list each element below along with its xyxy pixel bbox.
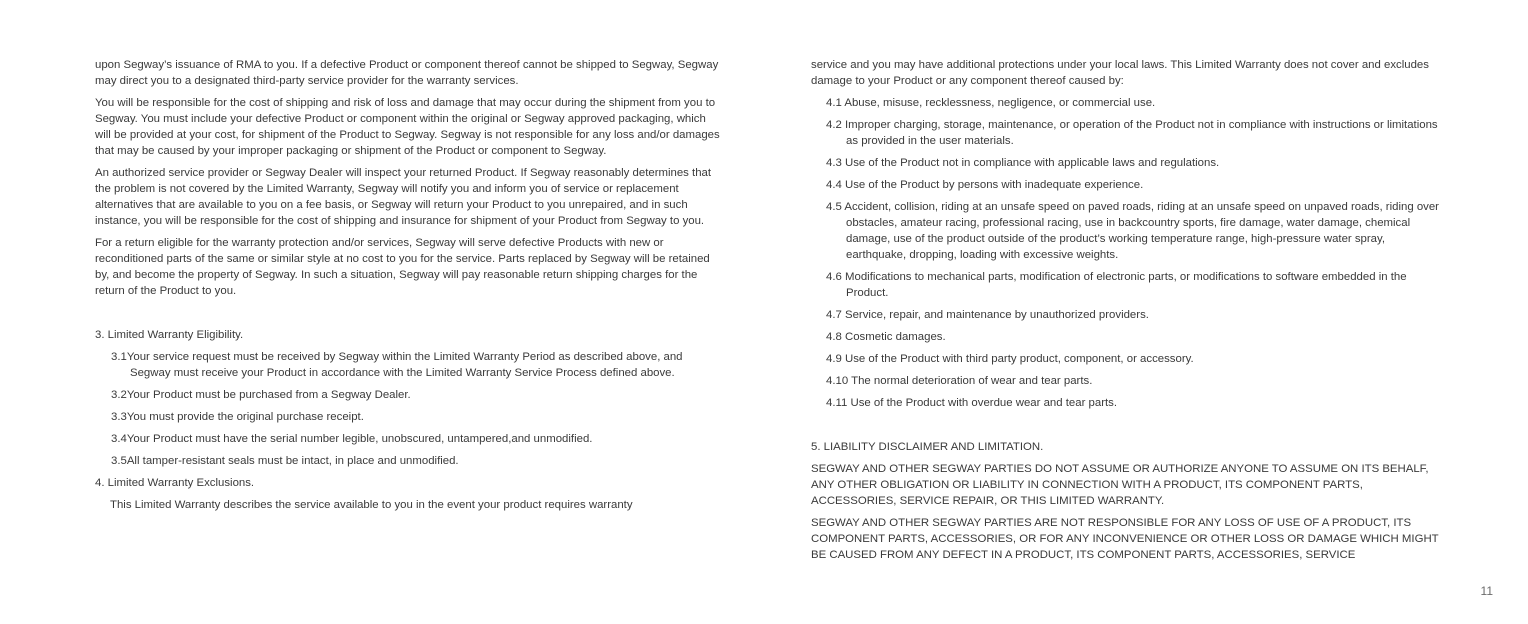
paragraph-exclusions-continuation: service and you may have additional protections under your local laws. This Limited Warranty does not cover and excludes damage to your Product or any component thereof caused by:: [811, 59, 1429, 87]
section-4-title: 4. Limited Warranty Exclusions.: [95, 477, 255, 489]
eligibility-item-3-4: 3.4Your Product must have the serial number legible, unobscured, untampered,and unmodified.: [111, 433, 593, 445]
section-3-title: 3. Limited Warranty Eligibility.: [95, 329, 244, 341]
exclusion-item-4-3: 4.3 Use of the Product not in compliance with applicable laws and regulations.: [826, 157, 1220, 169]
eligibility-item-3-5: 3.5All tamper-resistant seals must be intact, in place and unmodified.: [111, 455, 459, 467]
section-spacer: [811, 417, 1441, 439]
page-number: 11: [1480, 584, 1493, 598]
exclusion-item-4-11: 4.11 Use of the Product with overdue wear and tear parts.: [826, 397, 1118, 409]
eligibility-item-3-1: 3.1Your service request must be received by Segway within the Limited Warranty Period as described above, and Segway must receive your Product in accordance with the Limited Warranty Service Process defined above.: [111, 351, 683, 379]
exclusion-item-4-4: 4.4 Use of the Product by persons with inadequate experience.: [826, 179, 1144, 191]
left-column: [95, 57, 720, 519]
paragraph-liability-1: SEGWAY AND OTHER SEGWAY PARTIES DO NOT ASSUME OR AUTHORIZE ANYONE TO ASSUME ON ITS BEHALF, ANY OTHER OBLIGATION OR LIABILITY IN CONNECTION WITH A PRODUCT, ITS COMPONENT PARTS, ACCESSORIES, SERVICE REPAIR, OR THIS LIMITED WARRANTY.: [811, 463, 1429, 507]
section-5-title: 5. LIABILITY DISCLAIMER AND LIMITATION.: [811, 441, 1044, 453]
section-4-intro: This Limited Warranty describes the service available to you in the event your product requires warranty: [110, 499, 633, 511]
eligibility-item-3-2: 3.2Your Product must be purchased from a Segway Dealer.: [111, 389, 411, 401]
paragraph-inspection: An authorized service provider or Segway Dealer will inspect your returned Product. If Segway reasonably determines that the problem is not covered by the Limited Warranty, Segway will notify you and inform you of service or replacement alternatives that are available to you on a fee basis, or Segway will return your Product to you unrepaired, and in such instance, you will be responsible for the cost of shipping and insurance for shipment of your Product from Segway to you.: [95, 167, 712, 227]
exclusion-item-4-8: 4.8 Cosmetic damages.: [826, 331, 946, 343]
paragraph-return-service: For a return eligible for the warranty protection and/or services, Segway will serve defective Products with new or reconditioned parts of the same or similar style at no cost to you for the service. Parts replaced by Segway will be retained by, and become the property of Segway. In such a situation, Segway will pay reasonable return shipping charges for the return of the Product to you.: [95, 237, 710, 297]
eligibility-item-3-3: 3.3You must provide the original purchase receipt.: [111, 411, 364, 423]
paragraph-rma: upon Segway’s issuance of RMA to you. If a defective Product or component thereof cannot be shipped to Segway, Segway may direct you to a designated third-party service provider for the warranty services.: [95, 59, 719, 87]
exclusion-item-4-7: 4.7 Service, repair, and maintenance by unauthorized providers.: [826, 309, 1149, 321]
exclusion-item-4-10: 4.10 The normal deterioration of wear and tear parts.: [826, 375, 1093, 387]
paragraph-shipping-responsibility: You will be responsible for the cost of shipping and risk of loss and damage that may occur during the shipment from you to Segway. You must include your defective Product or component within the original or Segway approved packaging, which will be provided at your cost, for shipment of the Product to Segway. Segway is not responsible for any loss and/or damages that may be caused by your improper packaging or shipment of the Product or component to Segway.: [95, 97, 720, 157]
right-column: [811, 57, 1441, 569]
exclusion-item-4-6: 4.6 Modifications to mechanical parts, modification of electronic parts, or modifications to software embedded in the Product.: [826, 271, 1407, 299]
exclusion-item-4-9: 4.9 Use of the Product with third party product, component, or accessory.: [826, 353, 1194, 365]
exclusion-item-4-1: 4.1 Abuse, misuse, recklessness, negligence, or commercial use.: [826, 97, 1156, 109]
exclusion-item-4-5: 4.5 Accident, collision, riding at an unsafe speed on paved roads, riding at an unsafe speed on unpaved roads, riding over obstacles, amateur racing, professional racing, use in backcountry sports, fire damage, water damage, chemical damage, use of the product outside of the product’s working temperature range, high-pressure water spray, earthquake, dropping, loading with excessive weights.: [826, 201, 1439, 261]
exclusion-item-4-2: 4.2 Improper charging, storage, maintenance, or operation of the Product not in compliance with instructions or limitations as provided in the user materials.: [826, 119, 1438, 147]
paragraph-liability-2: SEGWAY AND OTHER SEGWAY PARTIES ARE NOT RESPONSIBLE FOR ANY LOSS OF USE OF A PRODUCT, ITS COMPONENT PARTS, ACCESSORIES, OR FOR ANY INCONVENIENCE OR OTHER LOSS OR DAMAGE WHICH MIGHT BE CAUSED FROM ANY DEFECT IN A PRODUCT, ITS COMPONENT PARTS, ACCESSORIES, SERVICE: [811, 517, 1439, 561]
section-spacer: [95, 305, 720, 327]
